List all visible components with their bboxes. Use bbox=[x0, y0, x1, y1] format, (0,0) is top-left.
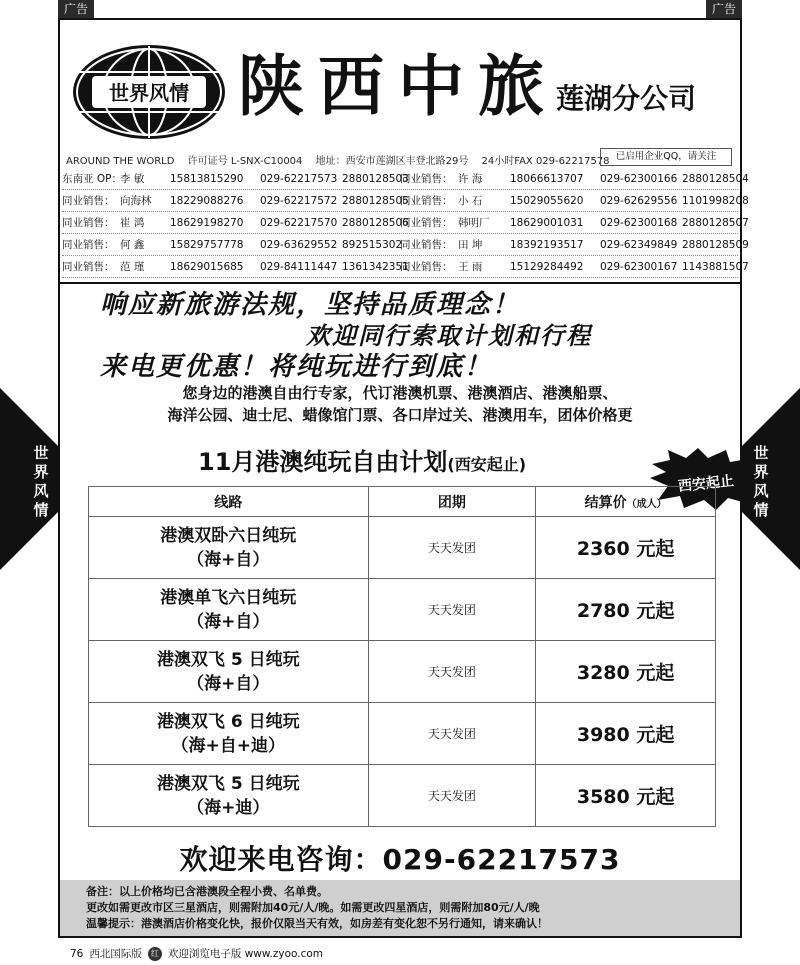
edition-badge: 红 bbox=[148, 947, 162, 961]
header-price-note: （成人） bbox=[626, 498, 667, 510]
route-cell bbox=[89, 517, 369, 579]
staff-mobile: 18629015685 bbox=[170, 260, 244, 273]
schedule-cell: 天天发团 bbox=[368, 579, 536, 641]
globe-logo bbox=[70, 42, 228, 142]
fax: 24小时FAX 029-62217578 bbox=[481, 156, 610, 167]
staff-name: 崔 鸿 bbox=[120, 217, 145, 229]
brand-name: 陕西中旅 bbox=[238, 47, 558, 125]
staff-list bbox=[62, 168, 749, 278]
staff-qq2: 2880128509 bbox=[682, 238, 749, 251]
staff-tel: 029-84111447 bbox=[260, 260, 338, 273]
staff-mobile2: 15129284492 bbox=[510, 260, 584, 273]
plan-title-main: 11月港澳纯玩自由计划 bbox=[198, 448, 448, 476]
route-detail: （海+自） bbox=[187, 673, 270, 694]
staff-role2: 同业销售： bbox=[400, 261, 453, 273]
staff-role: 东南亚 OP： bbox=[62, 173, 122, 185]
staff-tel2: 029-62300166 bbox=[600, 172, 678, 185]
staff-role: 同业销售： bbox=[62, 195, 115, 207]
staff-mobile2: 18629001031 bbox=[510, 216, 584, 229]
route-name: 港澳双飞 5 日纯玩 bbox=[156, 649, 300, 670]
staff-mobile2: 15029055620 bbox=[510, 194, 584, 207]
staff-role2: 同业销售： bbox=[400, 195, 453, 207]
note-line-3: 温馨提示：港澳酒店价格变化快，报价仅限当天有效，如房差有变化恕不另行通知，请来确认！ bbox=[86, 917, 548, 930]
route-detail: （海+自） bbox=[187, 549, 270, 570]
staff-mobile: 15813815290 bbox=[170, 172, 244, 185]
staff-qq: 2880128505 bbox=[342, 194, 409, 207]
price-cell: 2780 元起 bbox=[536, 579, 716, 641]
ad-label-left: 广告 bbox=[58, 0, 94, 18]
staff-mobile2: 18392193517 bbox=[510, 238, 584, 251]
staff-qq: 892515302 bbox=[342, 238, 403, 251]
page-number: 76 bbox=[70, 947, 84, 960]
staff-mobile: 18629198270 bbox=[170, 216, 244, 229]
staff-role: 同业销售： bbox=[62, 217, 115, 229]
staff-qq2: 2880128504 bbox=[682, 172, 749, 185]
plan-title-suffix: (西安起止) bbox=[447, 455, 527, 474]
slogan-1: 响应新旅游法规，坚持品质理念！ bbox=[100, 290, 521, 320]
table-row bbox=[89, 765, 716, 827]
route-cell bbox=[89, 579, 369, 641]
address: 地址：西安市莲湖区丰登北路29号 bbox=[315, 156, 469, 167]
route-name: 港澳双飞 5 日纯玩 bbox=[156, 773, 300, 794]
price-table bbox=[88, 486, 716, 827]
note-line-2: 更改如需更改市区三星酒店，则需附加40元/人/晚。如需更改四星酒店，则需附加80元/人/晚 bbox=[86, 901, 540, 914]
header-price-label: 结算价 bbox=[584, 494, 627, 511]
table-row bbox=[89, 641, 716, 703]
staff-role2: 同业销售： bbox=[400, 217, 453, 229]
table-row bbox=[89, 703, 716, 765]
route-name: 港澳双卧六日纯玩 bbox=[160, 525, 297, 546]
license: 许可证号 L-SNX-C10004 bbox=[187, 156, 303, 167]
schedule-cell: 天天发团 bbox=[368, 765, 536, 827]
staff-name2: 王 雨 bbox=[458, 261, 483, 273]
route-detail: （海+自） bbox=[187, 611, 270, 632]
staff-name2: 小 石 bbox=[458, 195, 483, 207]
staff-qq: 1361342351 bbox=[342, 260, 409, 273]
side-label-left: 世界风情 bbox=[33, 444, 49, 519]
header-price bbox=[536, 487, 716, 517]
staff-name2: 许 海 bbox=[458, 173, 483, 185]
staff-mobile: 15829757778 bbox=[170, 238, 244, 251]
staff-row bbox=[62, 234, 749, 256]
price-cell: 2360 元起 bbox=[536, 517, 716, 579]
staff-tel: 029-62217572 bbox=[260, 194, 338, 207]
staff-tel2: 029-62629556 bbox=[600, 194, 678, 207]
staff-name: 李 敏 bbox=[120, 173, 145, 185]
route-cell bbox=[89, 765, 369, 827]
side-label-right: 世界风情 bbox=[753, 444, 769, 519]
table-header-row bbox=[89, 487, 716, 517]
staff-name2: 田 坤 bbox=[458, 239, 483, 251]
staff-role2: 同业销售： bbox=[400, 173, 453, 185]
route-detail: （海+自+迪） bbox=[171, 735, 286, 756]
plan-title bbox=[198, 442, 526, 477]
staff-mobile: 18229088276 bbox=[170, 194, 244, 207]
staff-name: 范 瑾 bbox=[120, 261, 145, 273]
tagline: AROUND THE WORLD bbox=[66, 156, 175, 167]
staff-role: 同业销售： bbox=[62, 239, 115, 251]
ad-frame bbox=[58, 18, 749, 938]
branch-name: 莲湖分公司 bbox=[556, 82, 697, 115]
staff-qq2: 1101998208 bbox=[682, 194, 749, 207]
staff-tel2: 029-62300168 bbox=[600, 216, 678, 229]
page-footer bbox=[70, 946, 323, 961]
header-route: 线路 bbox=[89, 487, 369, 517]
slogan-2: 欢迎同行索取计划和行程 bbox=[306, 321, 592, 350]
staff-tel: 029-62217573 bbox=[260, 172, 338, 185]
price-cell: 3580 元起 bbox=[536, 765, 716, 827]
price-cell: 3280 元起 bbox=[536, 641, 716, 703]
staff-row bbox=[62, 212, 749, 234]
schedule-cell: 天天发团 bbox=[368, 641, 536, 703]
note-line-1: 备注：以上价格均已含港澳段全程小费、名单费。 bbox=[86, 885, 328, 898]
route-cell bbox=[89, 641, 369, 703]
qq-notice: 已启用企业QQ，请关注 bbox=[600, 148, 732, 166]
staff-tel: 029-63629552 bbox=[260, 238, 338, 251]
route-cell bbox=[89, 703, 369, 765]
intro-line-1: 您身边的港澳自由行专家，代订港澳机票、港澳酒店、港澳船票、 bbox=[182, 384, 618, 402]
route-name: 港澳单飞六日纯玩 bbox=[160, 587, 297, 608]
staff-qq2: 2880128507 bbox=[682, 216, 749, 229]
staff-qq: 2880128506 bbox=[342, 216, 409, 229]
staff-tel2: 029-62300167 bbox=[600, 260, 678, 273]
logo-text: 世界风情 bbox=[109, 81, 189, 105]
slogan-3: 来电更优惠！将纯玩进行到底！ bbox=[100, 352, 493, 382]
price-cell: 3980 元起 bbox=[536, 703, 716, 765]
staff-qq2: 1143881507 bbox=[682, 260, 749, 273]
schedule-cell: 天天发团 bbox=[368, 703, 536, 765]
table-row bbox=[89, 579, 716, 641]
staff-row bbox=[62, 168, 749, 190]
notes-box bbox=[60, 880, 740, 936]
staff-tel: 029-62217570 bbox=[260, 216, 338, 229]
staff-role: 同业销售： bbox=[62, 261, 115, 273]
staff-mobile2: 18066613707 bbox=[510, 172, 584, 185]
route-name: 港澳双飞 6 日纯玩 bbox=[156, 711, 300, 732]
intro-line-2: 海洋公园、迪士尼、蜡像馆门票、各口岸过关、港澳用车，团体价格更 bbox=[167, 406, 633, 424]
schedule-cell: 天天发团 bbox=[368, 517, 536, 579]
staff-name: 向海林 bbox=[120, 195, 152, 207]
table-row bbox=[89, 517, 716, 579]
route-detail: （海+迪） bbox=[187, 797, 270, 818]
website-link[interactable]: 欢迎浏览电子版 www.zyoo.com bbox=[167, 948, 324, 960]
staff-tel2: 029-62349849 bbox=[600, 238, 678, 251]
company-info bbox=[66, 152, 620, 167]
starburst-text: 西安起止 bbox=[677, 473, 735, 495]
edition-name: 西北国际版 bbox=[89, 948, 142, 960]
staff-name2: 韩明厂 bbox=[458, 217, 490, 229]
staff-row bbox=[62, 256, 749, 278]
staff-qq: 2880128503 bbox=[342, 172, 409, 185]
consult-hotline: 欢迎来电咨询：029-62217573 bbox=[179, 843, 621, 876]
ad-label-right: 广告 bbox=[706, 0, 742, 18]
staff-row bbox=[62, 190, 749, 212]
staff-name: 何 鑫 bbox=[120, 239, 145, 251]
header-schedule: 团期 bbox=[368, 487, 536, 517]
staff-role2: 同业销售： bbox=[400, 239, 453, 251]
